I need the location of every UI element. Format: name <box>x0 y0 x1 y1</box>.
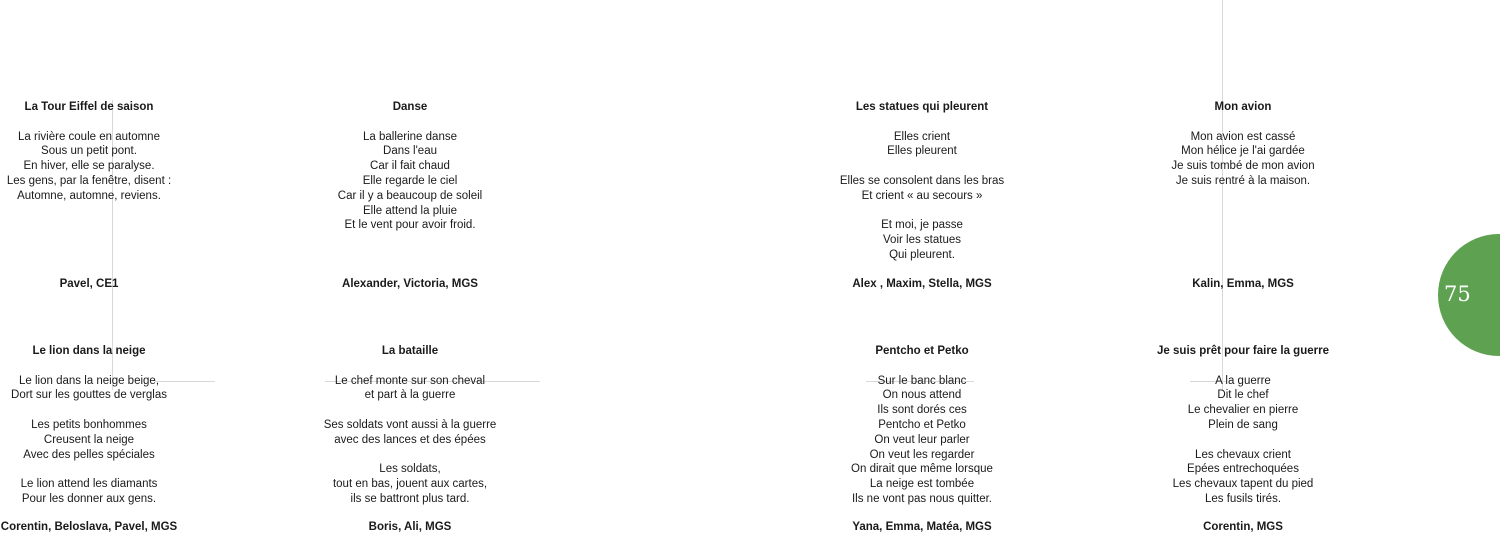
poem-1-author: Pavel, CE1 <box>59 278 119 290</box>
poem-title: Les statues qui pleurent <box>855 101 989 113</box>
poem-line: Et crient « au secours » <box>861 189 983 202</box>
poem-line: Car il fait chaud <box>370 160 450 173</box>
poem-line: Et moi, je passe <box>881 219 963 232</box>
poem-title: Le lion dans la neige <box>32 345 146 357</box>
poem-5 <box>11 344 167 507</box>
poem-line: Les gens, par la fenêtre, disent : <box>6 174 172 187</box>
poem-line: Mon hélice je l'ai gardée <box>1181 145 1305 158</box>
poem-line: Les chevaux crient <box>1195 448 1291 461</box>
poem-stanza <box>851 374 993 507</box>
poem-line: On dirait que même lorsque <box>851 463 993 476</box>
poem-line: et part à la guerre <box>364 389 456 402</box>
poem-stanza <box>11 418 167 462</box>
poem-3 <box>840 100 1004 263</box>
poem-line: ils se battront plus tard. <box>350 492 470 505</box>
poem-stanza <box>324 462 497 506</box>
poem-line: tout en bas, jouent aux cartes, <box>332 478 488 491</box>
poem-line: Elles se consolent dans les bras <box>839 174 1005 187</box>
poem-title: Pentcho et Petko <box>875 345 969 357</box>
poem-line: avec des lances et des épées <box>334 433 486 446</box>
poem-line: On nous attend <box>882 389 962 402</box>
poem-line: Ils ne vont pas nous quitter. <box>851 492 992 505</box>
poem-title: Mon avion <box>1214 101 1272 113</box>
poem-line: Avec des pelles spéciales <box>23 448 155 461</box>
poem-stanza <box>11 477 167 507</box>
poem-6-author: Boris, Ali, MGS <box>368 521 452 533</box>
poem-line: Pentcho et Petko <box>878 418 966 431</box>
poem-line: Elles pleurent <box>887 145 957 158</box>
poem-line: Je suis tombé de mon avion <box>1171 160 1315 173</box>
poem-line: On veut les regarder <box>869 448 975 461</box>
poem-stanza <box>11 374 167 404</box>
poem-title: La Tour Eiffel de saison <box>24 101 154 113</box>
poem-3-author: Alex , Maxim, Stella, MGS <box>852 278 992 290</box>
poem-line: Elle attend la pluie <box>363 204 457 217</box>
page-number: 75 <box>1444 282 1471 306</box>
poem-line: La ballerine danse <box>362 130 457 143</box>
poem-line: Ses soldats vont aussi à la guerre <box>323 418 497 431</box>
poem-line: Les fusils tirés. <box>1204 492 1282 505</box>
poem-line: Le chef monte sur son cheval <box>334 374 486 387</box>
poem-8 <box>1157 344 1329 507</box>
poem-line: Le lion attend les diamants <box>20 478 158 491</box>
poem-7 <box>851 344 993 507</box>
poem-line: La neige est tombée <box>869 478 975 491</box>
poem-stanza <box>840 130 1004 160</box>
poem-8-author: Corentin, MGS <box>1203 521 1283 533</box>
poem-line: Le lion dans la neige beige, <box>18 374 160 387</box>
poem-1 <box>7 100 171 204</box>
poem-line: Et le vent pour avoir froid. <box>344 219 476 232</box>
poem-line: Elles crient <box>893 130 951 143</box>
poem-line: Dort sur les gouttes de verglas <box>11 389 167 402</box>
poem-line: Creusent la neige <box>43 433 135 446</box>
poem-line: Elle regarde le ciel <box>362 174 458 187</box>
poem-line: Voir les statues <box>883 234 961 247</box>
poem-line: En hiver, elle se paralyse. <box>23 160 155 173</box>
poem-line: Sur le banc blanc <box>877 374 967 387</box>
poem-line: Epées entrechoquées <box>1187 463 1299 476</box>
poem-line: A la guerre <box>1215 374 1271 387</box>
poem-line: La rivière coule en automne <box>18 130 160 143</box>
poem-stanza <box>840 174 1004 204</box>
poem-title: Danse <box>392 101 428 113</box>
poem-line: Le chevalier en pierre <box>1187 404 1299 417</box>
poem-line: Dit le chef <box>1217 389 1269 402</box>
poem-6 <box>324 344 497 507</box>
poem-line: Ils sont dorés ces <box>877 404 967 417</box>
poem-line: Car il y a beaucoup de soleil <box>337 189 483 202</box>
poem-2-author: Alexander, Victoria, MGS <box>342 278 478 290</box>
poem-4-author: Kalin, Emma, MGS <box>1192 278 1294 290</box>
poem-line: Dans l'eau <box>383 145 437 158</box>
poem-stanza <box>1171 130 1314 189</box>
poem-line: Les soldats, <box>379 463 441 476</box>
poem-stanza <box>338 130 482 234</box>
poem-2 <box>338 100 482 233</box>
poem-title: La bataille <box>381 345 439 357</box>
poem-7-author: Yana, Emma, Matéa, MGS <box>852 521 992 533</box>
poem-line: Les chevaux tapent du pied <box>1172 478 1314 491</box>
poem-line: Mon avion est cassé <box>1190 130 1296 143</box>
poem-stanza <box>7 130 171 204</box>
poem-line: On veut leur parler <box>874 433 970 446</box>
poem-5-author: Corentin, Beloslava, Pavel, MGS <box>0 521 178 533</box>
poem-stanza <box>324 374 497 404</box>
poem-stanza <box>324 418 497 448</box>
crop-mark-vertical-right <box>1222 0 1223 390</box>
poem-line: Sous un petit pont. <box>41 145 137 158</box>
poem-line: Plein de sang <box>1208 418 1278 431</box>
poem-title: Je suis prêt pour faire la guerre <box>1157 345 1329 357</box>
poem-line: Les petits bonhommes <box>31 418 147 431</box>
poem-stanza <box>1157 374 1329 433</box>
poem-line: Automne, automne, reviens. <box>17 189 161 202</box>
poem-stanza <box>1157 448 1329 507</box>
poem-line: Pour les donner aux gens. <box>21 492 157 505</box>
poem-line: Qui pleurent. <box>889 248 955 261</box>
poem-4 <box>1171 100 1314 189</box>
poem-line: Je suis rentré à la maison. <box>1175 174 1311 187</box>
poem-stanza <box>840 218 1004 262</box>
